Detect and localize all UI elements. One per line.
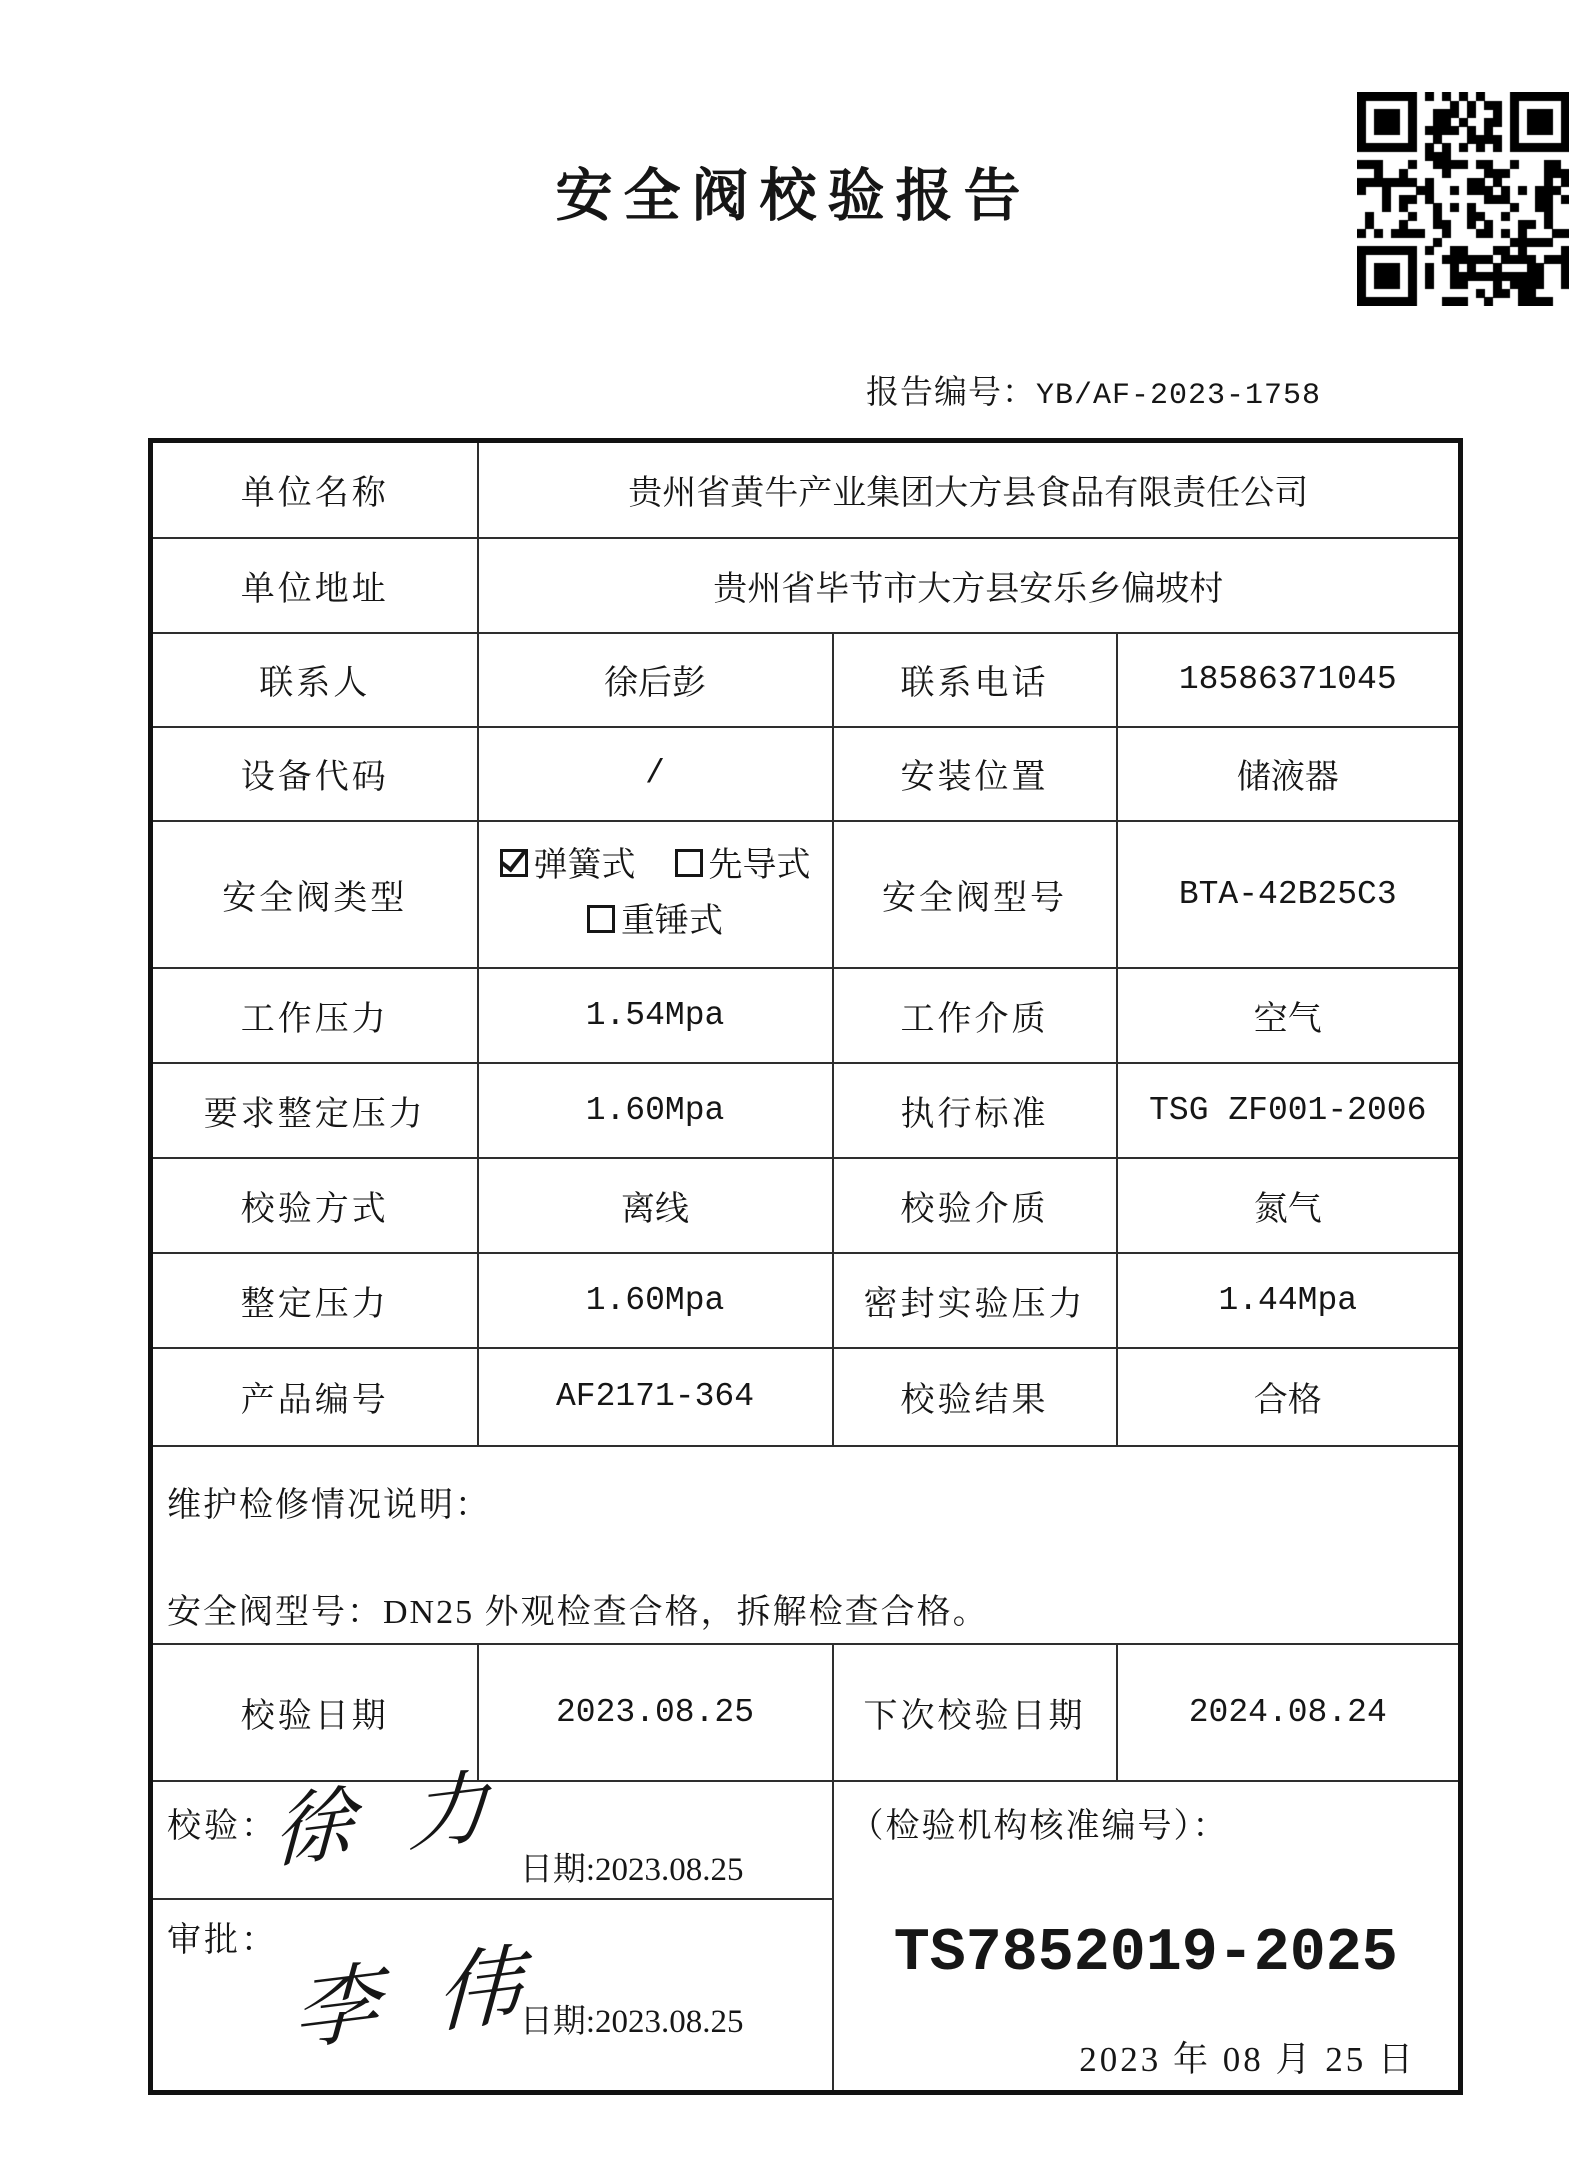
report-number-label: 报告编号： — [866, 375, 1036, 411]
table-row — [151, 1446, 1461, 1644]
standard-value: TSG ZF001-2006 — [1117, 1063, 1461, 1158]
calibration-medium-value: 氮气 — [1117, 1158, 1461, 1253]
unit-address-label: 单位地址 — [151, 538, 478, 633]
page-title: 安全阀校验报告 — [555, 165, 1032, 228]
calibrator-date: 日期:2023.08.25 — [519, 1851, 744, 1888]
table-row — [151, 1253, 1461, 1348]
calibration-method-value: 离线 — [478, 1158, 833, 1253]
report-number-value: YB/AF-2023-1758 — [1036, 379, 1322, 413]
required-set-pressure-value: 1.60Mpa — [478, 1063, 833, 1158]
standard-label: 执行标准 — [833, 1063, 1117, 1158]
next-calibration-date-value: 2024.08.24 — [1117, 1644, 1461, 1781]
checkbox-weight-type-label: 重锤式 — [621, 903, 723, 940]
maintenance-note-title: 维护检修情况说明： — [167, 1486, 491, 1524]
table-row — [151, 1348, 1461, 1446]
calibration-result-label: 校验结果 — [833, 1348, 1117, 1446]
valve-model-value: BTA-42B25C3 — [1117, 821, 1461, 968]
working-pressure-label: 工作压力 — [151, 968, 478, 1063]
table-row — [151, 538, 1461, 633]
report-table — [148, 438, 1463, 2095]
device-code-value: / — [478, 727, 833, 821]
table-row — [151, 1158, 1461, 1253]
checkbox-pilot-type[interactable] — [675, 849, 703, 877]
calibration-date-value: 2023.08.25 — [478, 1644, 833, 1781]
set-pressure-value: 1.60Mpa — [478, 1253, 833, 1348]
calibration-date-label: 校验日期 — [151, 1644, 478, 1781]
unit-address-value: 贵州省毕节市大方县安乐乡偏坡村 — [478, 538, 1461, 633]
product-no-label: 产品编号 — [151, 1348, 478, 1446]
install-position-label: 安装位置 — [833, 727, 1117, 821]
required-set-pressure-label: 要求整定压力 — [151, 1063, 478, 1158]
calibrator-label: 校验： — [167, 1807, 278, 1845]
org-approval-number-label: （检验机构核准编号）： — [849, 1807, 1229, 1845]
table-row — [151, 633, 1461, 727]
calibrator-signature-row — [153, 1760, 832, 1900]
inspection-org-wrap — [834, 1784, 1459, 2088]
unit-name-value: 贵州省黄牛产业集团大方县食品有限责任公司 — [478, 441, 1461, 538]
calibration-result-value: 合格 — [1117, 1348, 1461, 1446]
table-row — [151, 968, 1461, 1063]
maintenance-note — [151, 1446, 1461, 1644]
unit-name-label: 单位名称 — [151, 441, 478, 538]
calibrator-signature: 徐 力 — [272, 1760, 508, 1879]
contact-phone-label: 联系电话 — [833, 633, 1117, 727]
checkbox-weight-type[interactable] — [587, 905, 615, 933]
org-approval-number-value: TS7852019-2025 — [893, 1919, 1398, 1988]
approver-signature-row — [153, 1900, 832, 2090]
maintenance-note-detail: 安全阀型号：DN25 外观检查合格，拆解检查合格。 — [167, 1593, 989, 1631]
inspection-org-block — [833, 1781, 1461, 2093]
seal-test-pressure-label: 密封实验压力 — [833, 1253, 1117, 1348]
valve-type-option-line1 — [479, 838, 832, 894]
device-code-label: 设备代码 — [151, 727, 478, 821]
install-position-value: 储液器 — [1117, 727, 1461, 821]
calibration-method-label: 校验方式 — [151, 1158, 478, 1253]
approver-signature: 李 伟 — [291, 1933, 541, 2062]
approver-label: 审批： — [167, 1921, 278, 1959]
table-row — [151, 727, 1461, 821]
checkbox-pilot-type-label: 先导式 — [708, 846, 811, 884]
table-row — [151, 441, 1461, 538]
contact-person-value: 徐后彭 — [478, 633, 833, 727]
table-row — [151, 821, 1461, 968]
valve-type-label: 安全阀类型 — [151, 821, 478, 968]
report-issue-date: 2023 年 08 月 25 日 — [1079, 2039, 1417, 2079]
working-medium-label: 工作介质 — [833, 968, 1117, 1063]
signature-block — [151, 1760, 833, 2093]
product-no-value: AF2171-364 — [478, 1348, 833, 1446]
seal-test-pressure-value: 1.44Mpa — [1117, 1253, 1461, 1348]
valve-type-options — [478, 821, 833, 968]
approver-date: 日期:2023.08.25 — [519, 2003, 744, 2040]
calibration-medium-label: 校验介质 — [833, 1158, 1117, 1253]
table-row — [151, 1781, 1461, 2093]
contact-person-label: 联系人 — [151, 633, 478, 727]
checkbox-spring-type[interactable] — [500, 849, 528, 877]
contact-phone-value: 18586371045 — [1117, 633, 1461, 727]
report-number — [866, 366, 1321, 413]
checkbox-spring-type-label: 弹簧式 — [533, 846, 636, 884]
working-pressure-value: 1.54Mpa — [478, 968, 833, 1063]
next-calibration-date-label: 下次校验日期 — [833, 1644, 1117, 1781]
working-medium-value: 空气 — [1117, 968, 1461, 1063]
valve-type-option-line2 — [479, 894, 832, 950]
set-pressure-label: 整定压力 — [151, 1253, 478, 1348]
table-row — [151, 1063, 1461, 1158]
valve-model-label: 安全阀型号 — [833, 821, 1117, 968]
